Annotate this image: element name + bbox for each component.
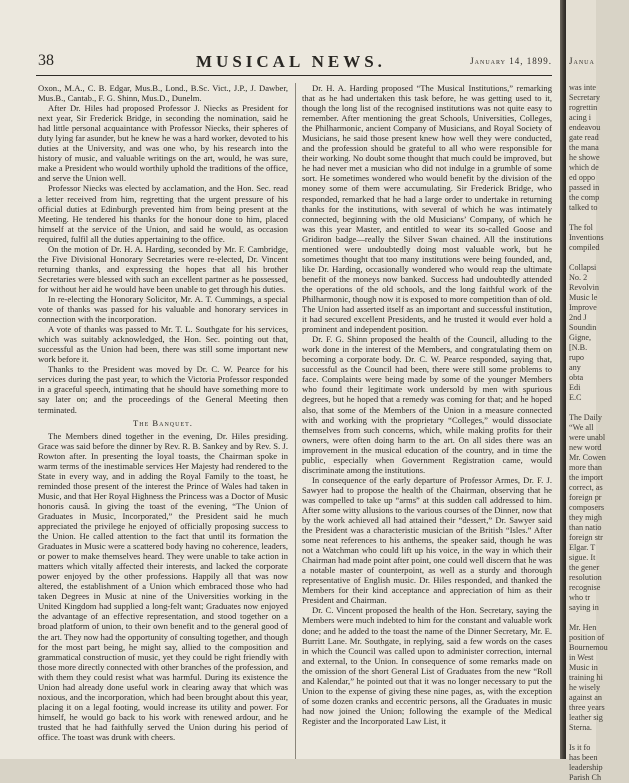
adjacent-line: Collapsi (569, 263, 597, 272)
adjacent-line: The Daily (569, 413, 602, 422)
adjacent-line: correct, as (569, 483, 603, 492)
adjacent-line: No. 2 (569, 273, 588, 282)
adjacent-page-header: Janua (569, 56, 595, 66)
paragraph: In consequence of the early departure of Professor Armes, Dr. F. J. Sawyer had to propose the health of the Chairman, observing that he was compelled to take up “arms” at this sudden call addressed to him. After some witty allusions to the various courses of the Dinner, now that by the work achieved all had attained their “dessert,” Dr. Sawyer said the President was a characteristic musician of the British “Isles.” After some neat references to his anthems, the speaker said, though he was not a Watchman who could lift up his voice, in the way in which their Chairman had made point after point, one could well discern that he was a notable master of counterpoint, as well as a sturdy and thorough representative of English music. Dr. Hiles responded, and thanked the Members for their kind acceptance and appreciation of him as their President and Chairman. (302, 474, 552, 606)
adjacent-line: “We all (569, 423, 594, 432)
adjacent-line: foreign str (569, 533, 603, 542)
adjacent-line: in West (569, 653, 594, 662)
adjacent-line: gate read (569, 133, 599, 142)
adjacent-page-lines (569, 83, 629, 783)
adjacent-line: than natio (569, 523, 602, 532)
column-divider (295, 83, 296, 759)
paragraph: The Members dined together in the evening, Dr. Hiles presiding. Grace was said before the dinner by Rev. R. B. Sankey and by Rev. S. J. Rowton after. In presenting the loyal toasts, the Chairman spoke in warm terms of the inestimable services Her Majesty had rendered to the State in every way, and in adding the Royal Family to the toast, he reminded those present of the interest the Prince of Wales had taken in Music, and that Her Royal Highness the Princess was a Doctor of Music honoris causâ. In giving the toast of the evening, “The Union of Graduates in Music, Incorporated,” the President said he much appreciated the privilege he enjoyed of officially proposing success to the Union. He called attention to the fact that until its formation the Graduates in Music were a scattered body having no coherence, leaders, or power to make themselves heard. They were unable to take action in matters which vitally affected their interests, and lacked the corporate power enjoyed by the other professions. Happily all that was now altered, the establishment of a Union which embraced those who had taken Degrees in Music at nine of the Universities working in the United Kingdom had supplied a long-felt want; Graduates now enjoyed the advantage of an effective representation, and stood together on a broad platform of union, to their own benefit and to the general good of the art. They now had the opportunity of consulting together, and though for the most part being, he might say, allied to the composition and grammatical construction of music, yet they could be right friendly with those more directly connected with other branches of the profession, and with them they could resist what was harmful. During its existence the Union had already done useful work in clearing away that which was noxious, and the incorporation, which had been brought about this year, placing it on a legal footing, would increase its utility and power. For himself, he would go back to his work with renewed ardour, and he trusted that he had faithfully served the Union during his period of office. The toast was drunk with cheers. (38, 430, 288, 742)
section-heading: The Banquet. (133, 417, 193, 428)
right-column (302, 83, 552, 759)
adjacent-line: the import (569, 473, 603, 482)
adjacent-line: Is it fo (569, 743, 591, 752)
adjacent-line: were unabl (569, 433, 606, 442)
paragraph: Dr. C. Vincent proposed the health of the Hon. Secretary, saying the Members were much indebted to him for the constant and valuable work done; and he added to the toast the name of the Dinner Secretary, Mr. E. Burritt Lane. Mr. Southgate, in replying, said a few words on the cases in which the Council was called upon to administer correction, internal and external, to the Union. In consequence of some remarks made on the omission of the short General List of Graduates from the new “Roll and Kalendar,” he pointed out that it was no longer necessary to put the Union to the expense of giving these nine pages, as, with the exception of some dozen cranks and eccentric persons, all the Graduates in music had now joined the Union; following the example of the Medical Register and the Incorporated Law List, it (302, 605, 552, 726)
adjacent-line: position of (569, 633, 605, 642)
spacer (569, 403, 629, 413)
paragraph: Oxon., M.A., C. B. Edgar, Mus.B., Lond., B.Sc. Vict., J.P., J. Dawber, Mus.B., Cantab., F. G. Shinn, Mus.D., Dunelm. (38, 83, 288, 104)
adjacent-line: E.C (569, 393, 582, 402)
adjacent-line: Mr. Hen (569, 623, 597, 632)
adjacent-line: Parish Ch (569, 773, 602, 782)
adjacent-line: Inventions (569, 233, 604, 242)
adjacent-line: more than (569, 463, 602, 472)
spacer (569, 733, 629, 743)
adjacent-line: was inte (569, 83, 597, 92)
page-number: 38 (38, 52, 54, 69)
spacer (569, 253, 629, 263)
adjacent-line: Music in (569, 663, 598, 672)
page-header (36, 52, 552, 74)
paragraph: Dr. F. G. Shinn proposed the health of the Council, alluding to the work done in the interest of the Members, and congratulating them on becoming a corporate body. Dr. C. W. Pearce responded, saying that, successful as the Council had been, there were still some problems to face. Complaints were being made by some of the younger Members who found their legitimate work undersold by men with spurious degrees, but he hoped that a remedy was coming for that; and he hoped also, that some of the Members of the Union in a measure connected with and working with the proprietary “Colleges,” would dissociate themselves from such concerns, which, while making profits for their owners, were often doing harm to the art. On all sides there was an improvement in the musical education of the country, and in time the public, especially when Government Registration came, would discriminate among the institutions. (302, 334, 552, 475)
adjacent-line: Mr. Cowen (569, 453, 606, 462)
adjacent-line: Elgar. T (569, 543, 596, 552)
adjacent-line: resolution (569, 573, 602, 582)
adjacent-line: leadership (569, 763, 603, 772)
adjacent-line: leather sig (569, 713, 603, 722)
adjacent-line: rupo (569, 353, 585, 362)
adjacent-line: Sterna. (569, 723, 592, 732)
adjacent-page-column (569, 83, 629, 783)
adjacent-line: obta (569, 373, 584, 382)
adjacent-line: composers (569, 503, 605, 512)
spacer (569, 213, 629, 223)
adjacent-line: 2nd J (569, 313, 587, 322)
issue-date: January 14, 1899. (470, 56, 552, 66)
adjacent-page (566, 0, 608, 782)
adjacent-line: [N.B. (569, 343, 588, 352)
adjacent-line: new word (569, 443, 602, 452)
adjacent-line: The fol (569, 223, 593, 232)
adjacent-line: recognise (569, 583, 601, 592)
journal-title: MUSICAL NEWS. (196, 52, 386, 71)
paragraph: On the motion of Dr. H. A. Harding, seconded by Mr. F. Cambridge, the Five Divisional Honorary Secretaries were re-elected, Dr. Vincent returning thanks, and expressing the hopes that all his brother Secretaries were blessed with such an excellent partner as he possessed, for without her aid he would have been unable to get through his duties. (38, 243, 288, 294)
adjacent-line: three years (569, 703, 605, 712)
paragraph: After Dr. Hiles had proposed Professor J. Niecks as President for next year, Sir Frederick Bridge, in seconding the nomination, said he had little personal acquaintance with Professor Niecks, their spheres of duty lying far asunder, but he knew he was a hard worker, devoted to his duties at the University, and was one who, by his research into the history of music, and valuable writings on the art, would, he was sure, make a President who would worthily uphold the traditions of the office, and serve the Union well. (38, 103, 288, 184)
adjacent-line: who tr (569, 593, 591, 602)
paragraph: A vote of thanks was passed to Mr. T. L. Southgate for his services, which was suitably acknowledged, the Hon. Sec. pointing out that, successful as the Union had been, there was still some important new work before it. (38, 324, 288, 365)
adjacent-line: they migh (569, 513, 602, 522)
adjacent-line: any (569, 363, 581, 372)
adjacent-line: which de (569, 163, 599, 172)
adjacent-line: Bournemou (569, 643, 608, 652)
adjacent-line: Secretary (569, 93, 600, 102)
adjacent-line: talked to (569, 203, 598, 212)
spacer (569, 613, 629, 623)
adjacent-line: training hi (569, 673, 603, 682)
adjacent-line: compiled (569, 243, 600, 252)
adjacent-line: sigue. It (569, 553, 596, 562)
adjacent-line: Music le (569, 293, 598, 302)
paragraph: Thanks to the President was moved by Dr. C. W. Pearce for his services during the past year, to which the Victoria Professor responded in a graceful speech, intimating that he should have something more to say later on; and the proceedings of the General Meeting then terminated. (38, 364, 288, 415)
adjacent-line: passed in (569, 183, 600, 192)
paragraph: In re-electing the Honorary Solicitor, Mr. A. T. Cummings, a special vote of thanks was passed for his valuable and honorary services in connection with the incorporation. (38, 293, 288, 325)
adjacent-line: saying in (569, 603, 599, 612)
adjacent-line: Improve (569, 303, 597, 312)
adjacent-line: the comp (569, 193, 600, 202)
header-rule (36, 75, 552, 76)
left-column (38, 83, 288, 759)
adjacent-line: the mana (569, 143, 599, 152)
adjacent-line: acing i (569, 113, 592, 122)
adjacent-line: foreign pr (569, 493, 602, 502)
adjacent-line: the gener (569, 563, 600, 572)
adjacent-line: Revolvin (569, 283, 600, 292)
adjacent-line: rogrettin (569, 103, 598, 112)
adjacent-line: Gigne, (569, 333, 592, 342)
adjacent-line: Edi (569, 383, 581, 392)
adjacent-line: ed oppo (569, 173, 596, 182)
adjacent-line: he wisely (569, 683, 601, 692)
adjacent-line: against an (569, 693, 602, 702)
paragraph: Professor Niecks was elected by acclamation, and the Hon. Sec. read a letter received from him, regretting that the urgent pressure of his official duties at Edinburgh prevented him from being present at the Meeting. He tendered his thanks for the honour done to him, placed himself at the service of the Union, and said he would, as occasion required, fulfil all the duties appertaining to the office. (38, 183, 288, 244)
adjacent-line: has been (569, 753, 598, 762)
adjacent-line: Soundin (569, 323, 597, 332)
adjacent-line: he showe (569, 153, 600, 162)
adjacent-line: endeavou (569, 123, 601, 132)
paragraph: Dr. H. A. Harding proposed “The Musical Institutions,” remarking that as he had undertaken this task before, he was getting used to it, though the long list of the recognised institutions was not quite easy to remember. After mentioning the great Schools, Universities, Colleges, the Philharmonic, ancient Company of Musicians, and Royal Society of Musicians, he said those present knew how well they were conducted, and the profession should be grateful to all who were responsible for their working. No doubt some thought that much could be improved, but he had never met a musician who did not indulge in a grumble of some sort. He sometimes wondered who would benefit by the division of the money some of them were accumulating. Sir Frederick Bridge, who responded, remarked that he had a large order to undertake in returning thanks for the institutions, with several of which he was intimately connected, beginning with the old Musicians’ Company, of which he was this year Master, and entitled to wear its so-called Goose and Gridiron badge—really the Silver Swan chained. All the institutions mentioned were undoubtedly doing most valuable work, but he sometimes thought that too many institutions were being founded, and, like Dr. Harding, occasionally wondered who would reap the ultimate benefit of the moneys now banked. Success had undoubtedly attended the operations of the old schools, and the long faithful work of the Philharmonic, though now it is exposed to more competition than of old. The Union had asserted itself as an important and successful institution, it had secured excellent Presidents, and he trusted it would ever hold a prominent and independent position. (302, 83, 552, 335)
